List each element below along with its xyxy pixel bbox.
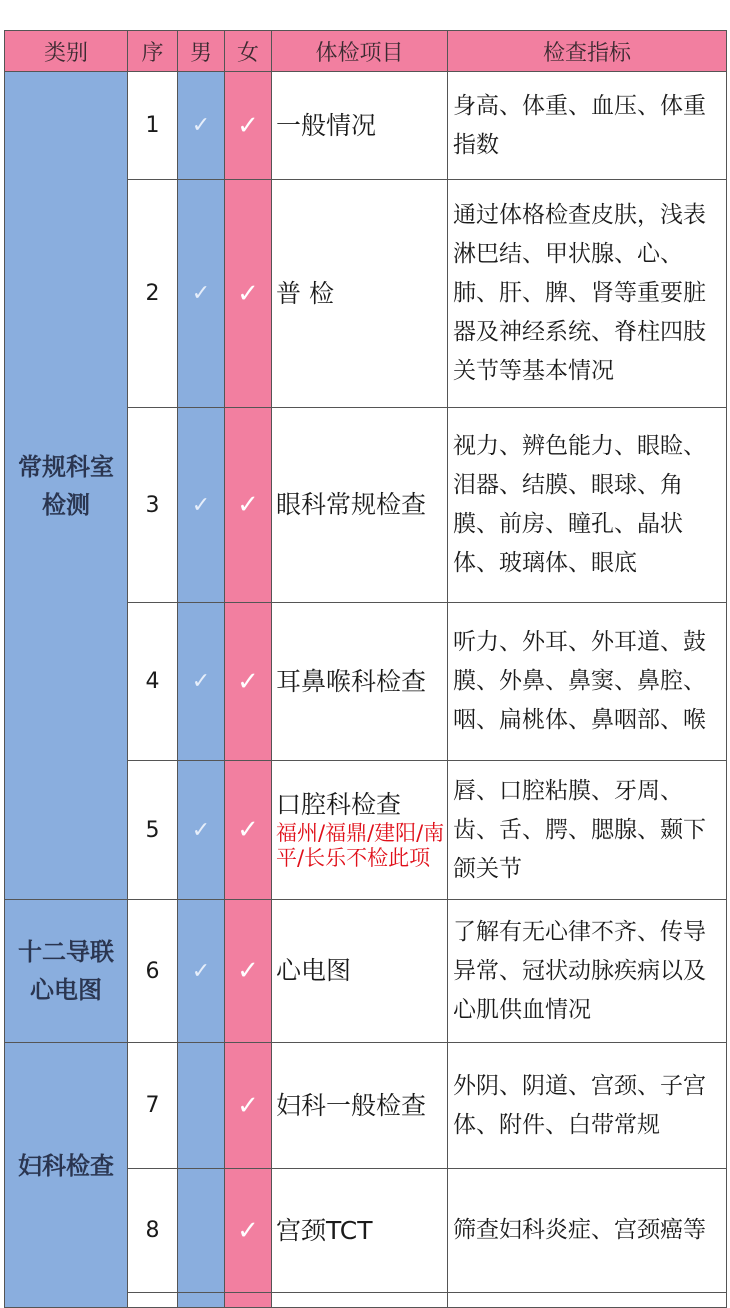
- item-name: 心电图: [276, 956, 352, 985]
- female-cell: [225, 180, 272, 408]
- check-icon: ✓: [191, 492, 211, 518]
- row-index: 4: [128, 603, 178, 761]
- item-cell: [272, 408, 448, 603]
- item-cell: [272, 180, 448, 408]
- check-icon: ✓: [237, 278, 259, 309]
- item-name: 宫颈TCT: [276, 1215, 373, 1245]
- header-male: 男: [178, 31, 225, 72]
- row-index-empty: [128, 1293, 178, 1308]
- male-cell: [178, 603, 225, 761]
- check-icon: ✓: [237, 490, 259, 520]
- male-cell: [178, 408, 225, 603]
- row-index: 3: [128, 408, 178, 603]
- table-row: [5, 1043, 727, 1169]
- check-icon: ✓: [237, 1090, 259, 1121]
- female-cell: [225, 1043, 272, 1169]
- female-cell: [225, 603, 272, 761]
- exclusion-note: 福州/福鼎/建阳/南平/长乐不检此项: [276, 821, 445, 870]
- female-cell: [225, 1293, 272, 1308]
- indicators-cell: 筛查妇科炎症、宫颈癌等: [448, 1169, 727, 1293]
- category-cell-ecg: [5, 900, 128, 1043]
- female-cell: [225, 408, 272, 603]
- category-cell-routine: [5, 72, 128, 900]
- indicators-cell: 了解有无心律不齐、传导异常、冠状动脉疾病以及心肌供血情况: [448, 900, 727, 1043]
- item-name: 妇科一般检查: [276, 1090, 427, 1120]
- female-cell: [225, 761, 272, 900]
- indicators-cell: 通过体格检查皮肤，浅表淋巴结、甲状腺、心、肺、肝、脾、肾等重要脏器及神经系统、脊柱四肢关节等基本情况: [448, 180, 727, 408]
- row-index: 6: [128, 900, 178, 1043]
- row-index: 8: [128, 1169, 178, 1293]
- row-index: 1: [128, 72, 178, 180]
- indicators-cell: 外阴、阴道、宫颈、子宫体、附件、白带常规: [448, 1043, 727, 1169]
- category-cell-gyn: [5, 1043, 128, 1308]
- header-item: 体检项目: [272, 31, 448, 72]
- header-category: 类别: [5, 31, 128, 72]
- check-icon: ✓: [191, 281, 211, 306]
- male-cell: [178, 900, 225, 1043]
- item-name: 口腔科检查: [276, 790, 402, 819]
- male-cell: [178, 1293, 225, 1308]
- table-row: [5, 900, 727, 1043]
- category-label: 常规科室检测: [18, 452, 114, 519]
- female-cell: [225, 1169, 272, 1293]
- indicators-cell: 唇、口腔粘膜、牙周、齿、舌、腭、腮腺、颞下颌关节: [448, 761, 727, 900]
- row-index: 5: [128, 761, 178, 900]
- item-name: 眼科常规检查: [276, 490, 427, 519]
- indicators-cell: 身高、体重、血压、体重指数: [448, 72, 727, 180]
- check-icon: ✓: [237, 815, 259, 845]
- item-cell: [272, 72, 448, 180]
- item-name: 耳鼻喉科检查: [276, 666, 427, 696]
- item-cell: [272, 603, 448, 761]
- check-icon: ✓: [191, 113, 211, 138]
- category-label: 十二导联心电图: [18, 938, 114, 1004]
- item-cell: [272, 1169, 448, 1293]
- exam-table: [4, 30, 727, 1308]
- item-cell-empty: [272, 1293, 448, 1308]
- header-indicators: 检查指标: [448, 31, 727, 72]
- indicators-cell-empty: [448, 1293, 727, 1308]
- male-cell: [178, 761, 225, 900]
- male-cell: [178, 1169, 225, 1293]
- check-icon: ✓: [191, 817, 211, 843]
- item-name: 一般情况: [276, 110, 377, 140]
- indicators-cell: 视力、辨色能力、眼睑、泪器、结膜、眼球、角膜、前房、瞳孔、晶状体、玻璃体、眼底: [448, 408, 727, 603]
- header-row: [5, 31, 727, 72]
- header-female: 女: [225, 31, 272, 72]
- row-index: 2: [128, 180, 178, 408]
- header-index: 序: [128, 31, 178, 72]
- row-index: 7: [128, 1043, 178, 1169]
- category-label: 妇科检查: [18, 1152, 114, 1180]
- male-cell: [178, 1043, 225, 1169]
- item-cell: [272, 1043, 448, 1169]
- check-icon: ✓: [237, 110, 259, 141]
- male-cell: [178, 180, 225, 408]
- check-icon: ✓: [191, 958, 211, 984]
- female-cell: [225, 72, 272, 180]
- check-icon: ✓: [237, 666, 259, 697]
- item-name: 普 检: [276, 278, 334, 308]
- female-cell: [225, 900, 272, 1043]
- check-icon: ✓: [191, 669, 211, 694]
- item-cell: [272, 900, 448, 1043]
- item-cell: [272, 761, 448, 900]
- indicators-cell: 听力、外耳、外耳道、鼓膜、外鼻、鼻窦、鼻腔、咽、扁桃体、鼻咽部、喉: [448, 603, 727, 761]
- table-row: [5, 72, 727, 180]
- check-icon: ✓: [237, 1215, 259, 1246]
- male-cell: [178, 72, 225, 180]
- check-icon: ✓: [237, 956, 259, 986]
